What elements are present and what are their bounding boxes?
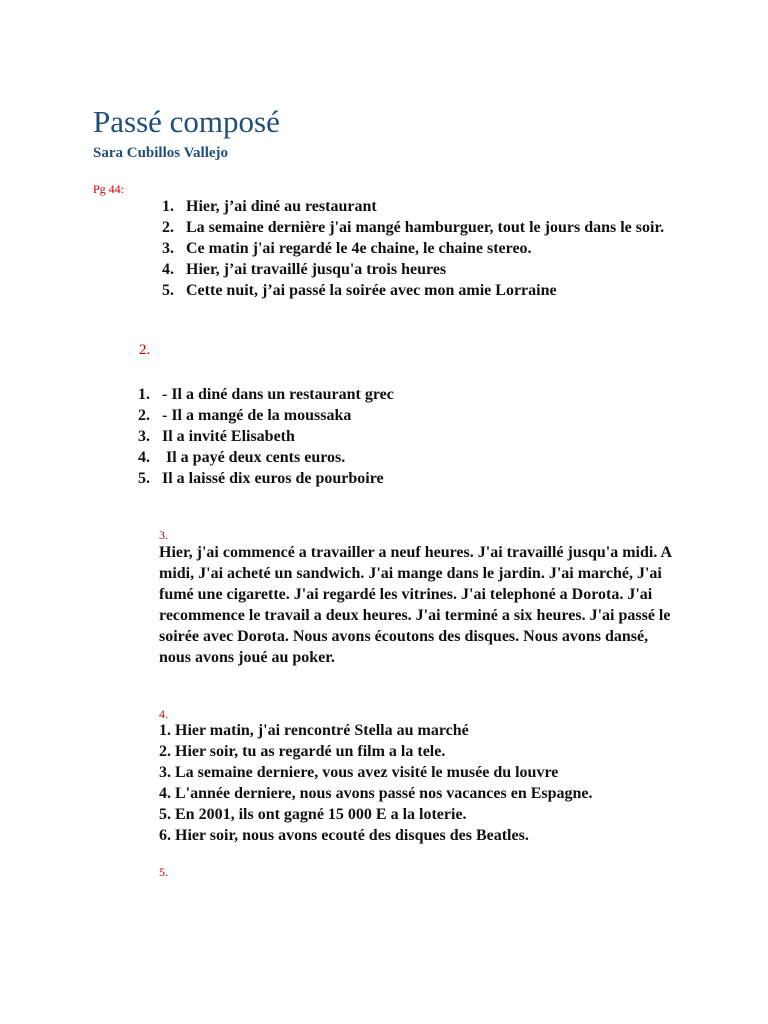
list-item-text: Il a invité Elisabeth xyxy=(162,428,295,445)
section-label-5: 5. xyxy=(159,865,168,879)
list-item xyxy=(162,280,686,301)
list-item: 5. En 2001, ils ont gagné 15 000 E a la loterie. xyxy=(159,806,467,823)
list-item-text: Cette nuit, j’ai passé la soirée avec mon amie Lorraine xyxy=(186,282,557,299)
section-label-3: 3. xyxy=(159,528,168,542)
list-item-number: 5. xyxy=(162,282,174,299)
list-item: 6. Hier soir, nous avons ecouté des disques des Beatles. xyxy=(159,827,529,844)
section-label-pg44: Pg 44: xyxy=(93,182,125,196)
list-item xyxy=(162,217,686,238)
list-item xyxy=(162,259,686,280)
list-item-number: 2. xyxy=(138,407,150,424)
list-item-text: Ce matin j'ai regardé le 4e chaine, le chaine stereo. xyxy=(186,240,532,257)
list-item xyxy=(138,447,662,468)
list-item-number: 4. xyxy=(138,449,150,466)
paragraph-section-3 xyxy=(159,542,679,668)
list-item-number: 2. xyxy=(162,219,174,236)
list-item-text: - Il a diné dans un restaurant grec xyxy=(162,386,394,403)
paragraph-text: Hier, j'ai commencé a travailler a neuf heures. J'ai travaillé jusqu'a midi. A midi, J'ai acheté un sandwich. J'ai mange dans le jardin. J'ai marché, J'ai fumé une cigarette. J'ai regardé les vitrines. J'ai telephoné a Dorota. J'ai recommence le travail a deux heures. J'ai terminé a six heures. J'ai passé le soirée avec Dorota. Nous avons écoutons des disques. Nous avons dansé, nous avons joué au poker. xyxy=(159,544,672,666)
list-item: 3. La semaine derniere, vous avez visité le musée du louvre xyxy=(159,764,559,781)
list-item-text: Hier, j’ai diné au restaurant xyxy=(186,198,377,215)
page-title: Passé composé xyxy=(93,104,280,139)
list-item-number: 3. xyxy=(162,240,174,257)
list-item xyxy=(138,405,662,426)
list-item-text: Hier, j’ai travaillé jusqu'a trois heures xyxy=(186,261,447,278)
section-label-2: 2. xyxy=(139,342,151,358)
list-item-number: 5. xyxy=(138,470,150,487)
section-label-4: 4. xyxy=(159,707,168,721)
list-item xyxy=(162,196,686,217)
list-item xyxy=(138,384,662,405)
list-item-number: 3. xyxy=(138,428,150,445)
list-item-text: Il a laissé dix euros de pourboire xyxy=(162,470,384,487)
list-item-number: 1. xyxy=(162,198,174,215)
list-item xyxy=(162,238,686,259)
list-item-text: - Il a mangé de la moussaka xyxy=(162,407,352,424)
list-item xyxy=(138,468,662,489)
author-name: Sara Cubillos Vallejo xyxy=(93,145,229,161)
list-item-text: La semaine dernière j'ai mangé hamburguer, tout le jours dans le soir. xyxy=(186,219,665,236)
list-pg44 xyxy=(162,196,686,301)
list-item: 2. Hier soir, tu as regardé un film a la tele. xyxy=(159,743,446,760)
list-item-number: 1. xyxy=(138,386,150,403)
list-section-2 xyxy=(138,384,662,489)
list-item: 4. L'année derniere, nous avons passé nos vacances en Espagne. xyxy=(159,785,593,802)
list-item-number: 4. xyxy=(162,261,174,278)
list-item xyxy=(138,426,662,447)
list-section-4 xyxy=(159,720,699,846)
list-item-text: Il a payé deux cents euros. xyxy=(162,449,346,466)
list-item: 1. Hier matin, j'ai rencontré Stella au marché xyxy=(159,722,469,739)
